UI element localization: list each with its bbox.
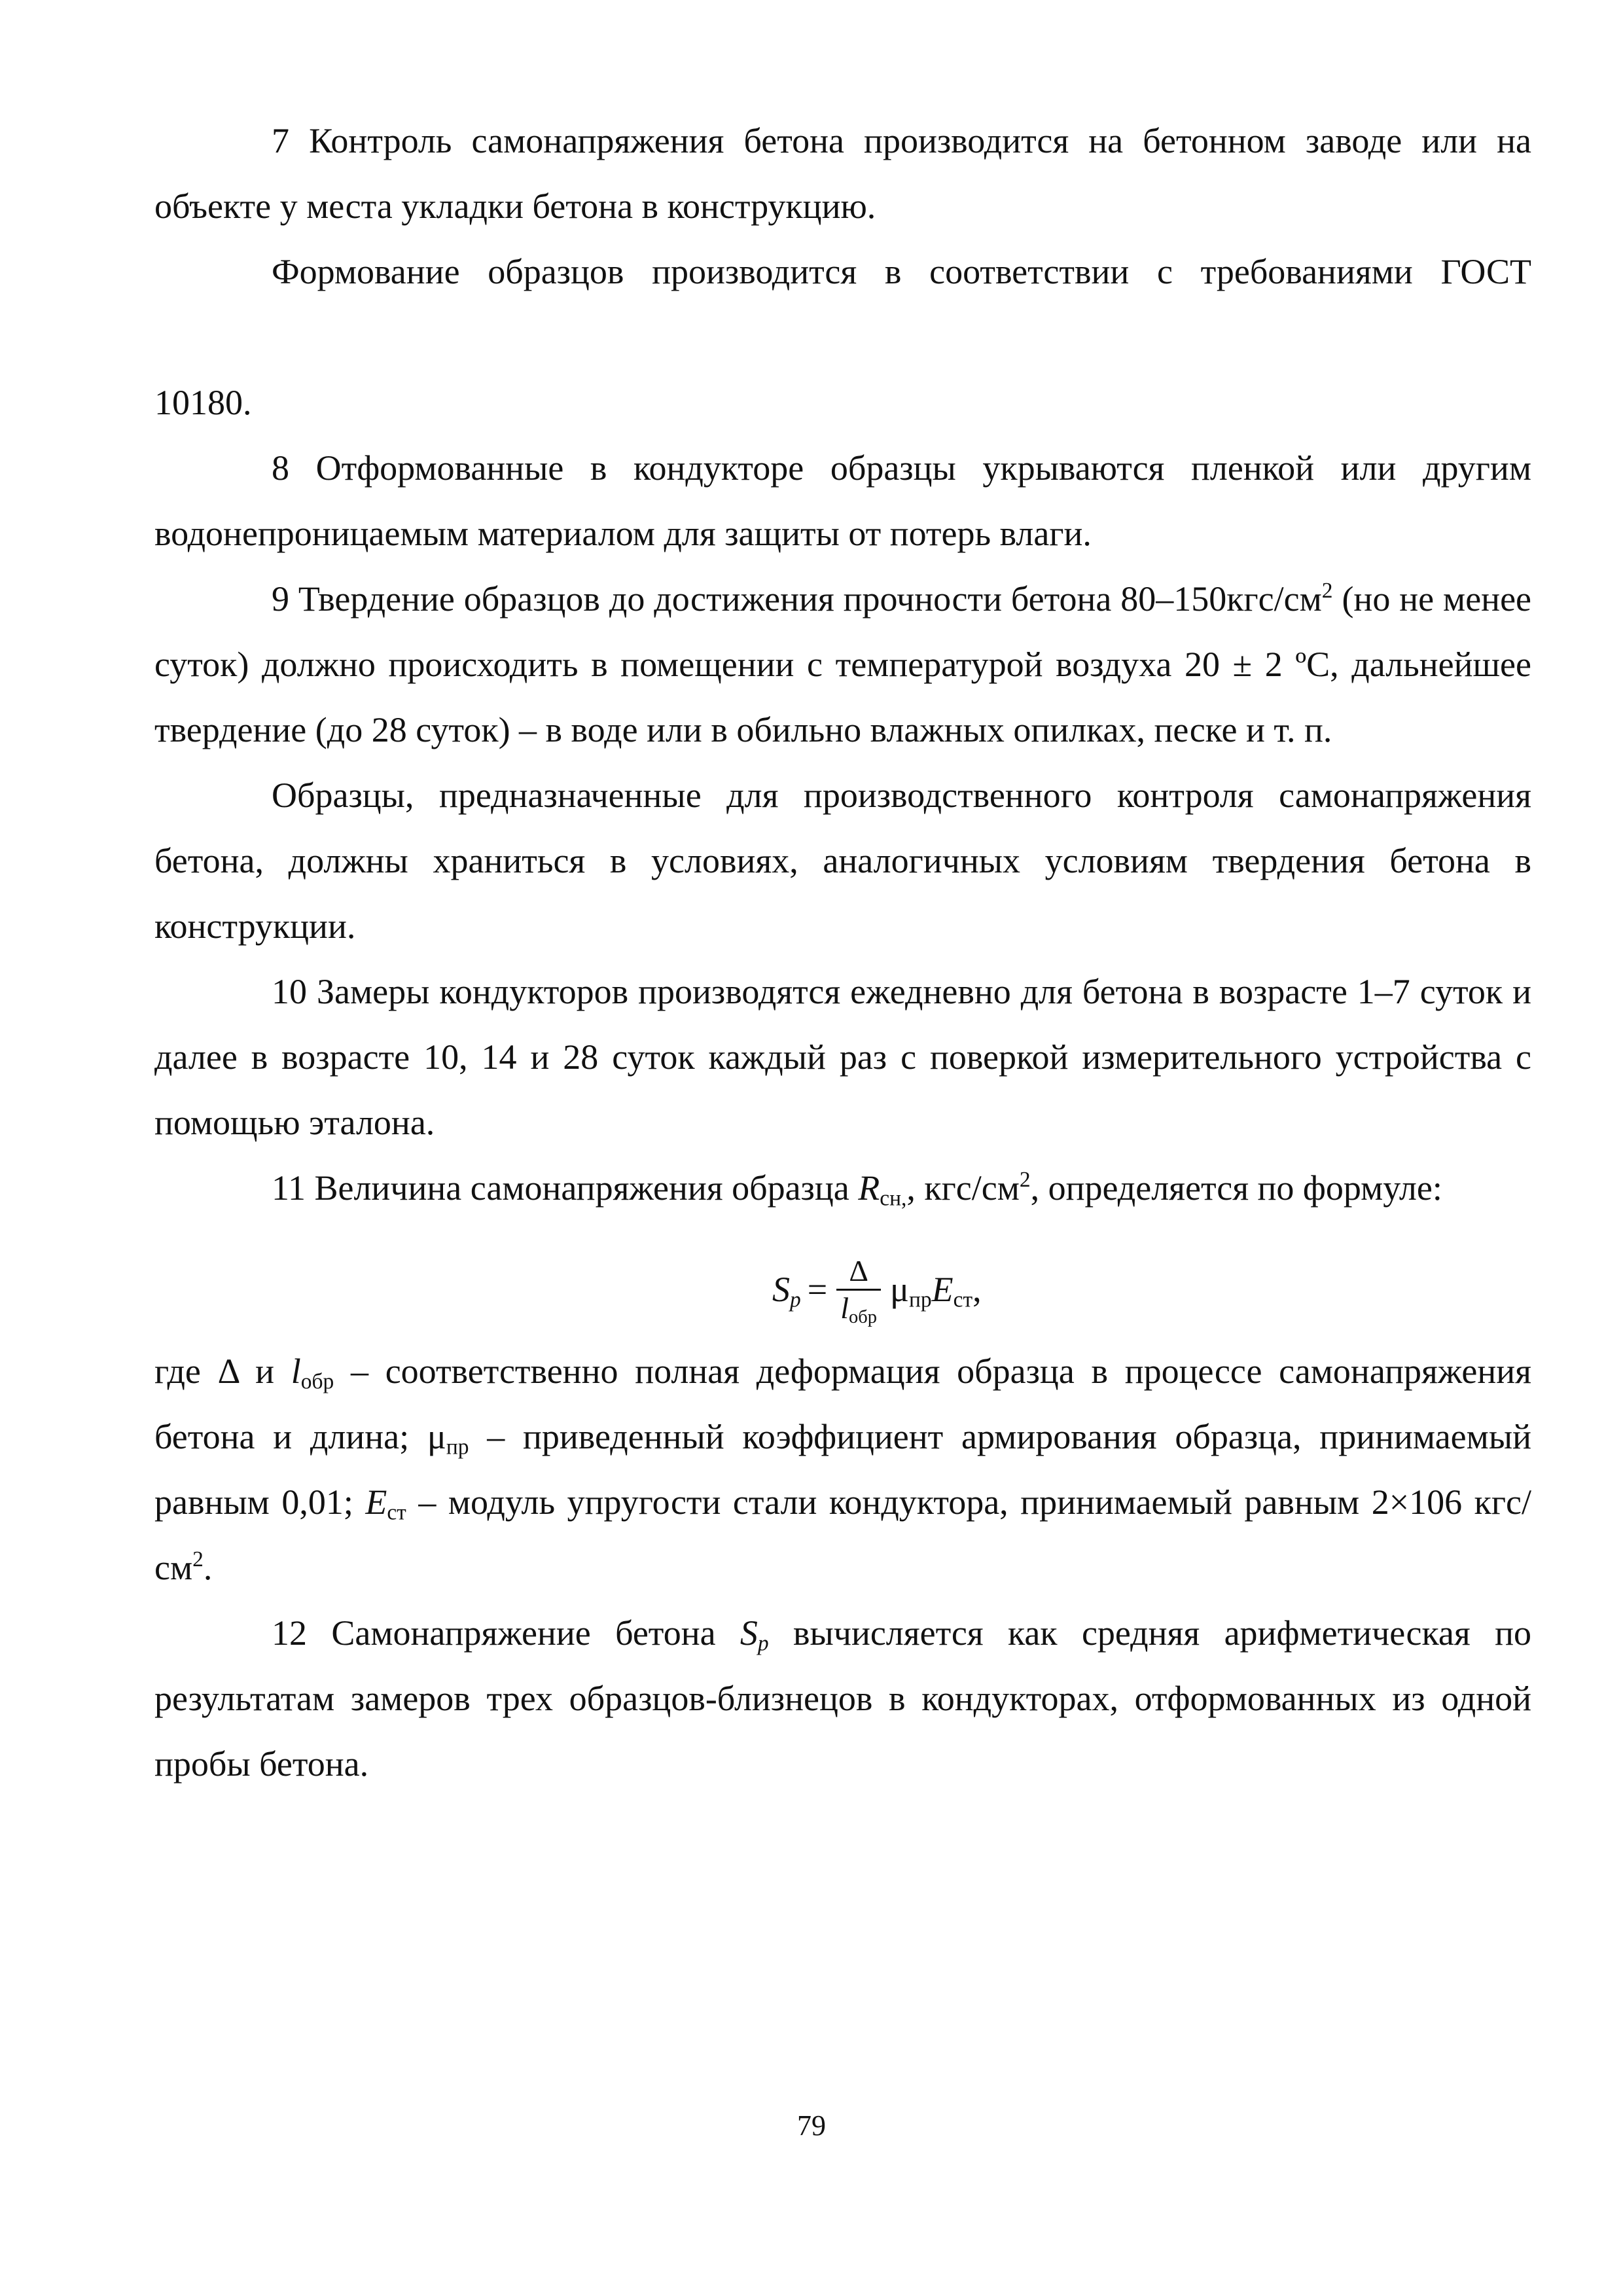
paragraph-11: [154, 1155, 1531, 1221]
symbol-r: R: [858, 1168, 880, 1208]
punctuation: ,: [972, 1270, 982, 1309]
text-line: 10180.: [154, 383, 252, 422]
text-line: где Δ и: [154, 1352, 291, 1391]
formula-lhs: [772, 1269, 801, 1310]
text-line: вычисляется как средняя арифметическая по: [768, 1613, 1531, 1653]
text-line: результатам замеров трех образцов-близнецов в кондукторах, отформованных из: [154, 1679, 1425, 1718]
text-line: образца, принимаемый равным 0,01;: [154, 1417, 1531, 1522]
text-line: 12 Самонапряжение бетона: [272, 1613, 740, 1653]
text-line: 11 Величина самонапряжения образца: [272, 1168, 859, 1208]
text-line: самонапряжения бетона и длина; μ: [154, 1352, 1532, 1456]
text-line: объекте у места укладки бетона в конструкцию.: [154, 187, 876, 226]
text-line: суток и далее в возрасте 10, 14 и 28 суток каждый раз с поверкой измерительного: [154, 972, 1531, 1077]
text-line: дальнейшее твердение (до 28 суток) – в воде или в обильно влажных опилках, песке: [154, 645, 1531, 749]
subscript: сн,: [880, 1186, 907, 1211]
paragraph-8: [154, 435, 1531, 566]
equals-sign: =: [807, 1270, 828, 1309]
subscript: ст: [387, 1500, 406, 1525]
symbol-s: S: [772, 1270, 790, 1309]
section-where-and-12: [154, 1338, 1531, 1797]
formula-sp: [772, 1250, 982, 1329]
superscript: 2: [1019, 1167, 1031, 1192]
symbol-l: l: [840, 1291, 849, 1325]
denominator: [836, 1289, 881, 1326]
fraction: [836, 1253, 881, 1326]
text-line: Формование образцов производится в соответствии с требованиями ГОСТ: [272, 252, 1531, 291]
page-number: 79: [797, 2109, 826, 2142]
text-line: водонепроницаемым материалом для защиты от потерь влаги.: [154, 514, 1092, 553]
subscript: p: [757, 1631, 769, 1656]
text-line: Образцы, предназначенные для производственного контроля: [272, 776, 1254, 815]
text-line: устройства с помощью эталона.: [154, 1037, 1532, 1142]
section-7-to-9: [154, 108, 1531, 1221]
paragraph-12: [154, 1600, 1531, 1797]
superscript: 2: [1321, 578, 1333, 603]
paragraph-7: [154, 108, 1531, 239]
paragraph-forming-cont: [154, 370, 1531, 435]
text-line: и т. п.: [1246, 710, 1332, 749]
text-line: , кгс/см: [906, 1168, 1020, 1208]
symbol-s: S: [740, 1613, 758, 1653]
text-line: 8 Отформованные в кондукторе образцы укрываются пленкой или другим: [272, 448, 1531, 488]
text-line: 9 Твердение образцов до достижения прочности бетона 80–150кгс/см: [272, 579, 1322, 619]
text-line: принимаемый равным 2×106 кгс/см: [154, 1482, 1532, 1587]
text-line: твердения бетона в конструкции.: [154, 841, 1532, 946]
symbol-mu: μ: [890, 1270, 909, 1309]
formula-rhs: [890, 1269, 982, 1310]
superscript: 2: [192, 1547, 204, 1571]
text-line: – модуль упругости стали кондуктора,: [406, 1482, 1008, 1522]
symbol-e: E: [365, 1482, 387, 1522]
subscript: p: [790, 1287, 801, 1312]
paragraph-10: [154, 959, 1531, 1155]
symbol-l: l: [291, 1352, 301, 1391]
paragraph-where: [154, 1338, 1531, 1600]
paragraph-9: [154, 566, 1531, 762]
text-line: .: [203, 1548, 213, 1587]
paragraph-samples: [154, 762, 1531, 959]
symbol-e: E: [931, 1270, 954, 1309]
text-line: – соответственно полная деформация образца в процессе: [334, 1352, 1262, 1391]
text-line: (но не: [1332, 579, 1435, 619]
subscript: обр: [300, 1369, 334, 1394]
text-line: менее суток) должно происходить в помещении с температурой воздуха 20 ± 2 ºС,: [154, 579, 1532, 684]
text-line: , определяется по формуле:: [1030, 1168, 1442, 1208]
paragraph-forming: [154, 239, 1531, 370]
subscript: пр: [446, 1435, 469, 1460]
subscript: обр: [848, 1306, 878, 1327]
text-line: 10 Замеры кондукторов производятся ежедневно для бетона в возрасте 1–7: [272, 972, 1410, 1011]
numerator: Δ: [849, 1253, 868, 1287]
text-line: самонапряжения бетона, должны храниться в условиях, аналогичных условиям: [154, 776, 1532, 880]
text-line: – приведенный коэффициент армирования: [469, 1417, 1157, 1456]
text-line: 7 Контроль самонапряжения бетона производится на бетонном заводе или на: [272, 121, 1531, 160]
text-line: одной пробы бетона.: [154, 1679, 1531, 1784]
subscript: ст: [953, 1287, 973, 1312]
subscript: пр: [908, 1287, 932, 1312]
